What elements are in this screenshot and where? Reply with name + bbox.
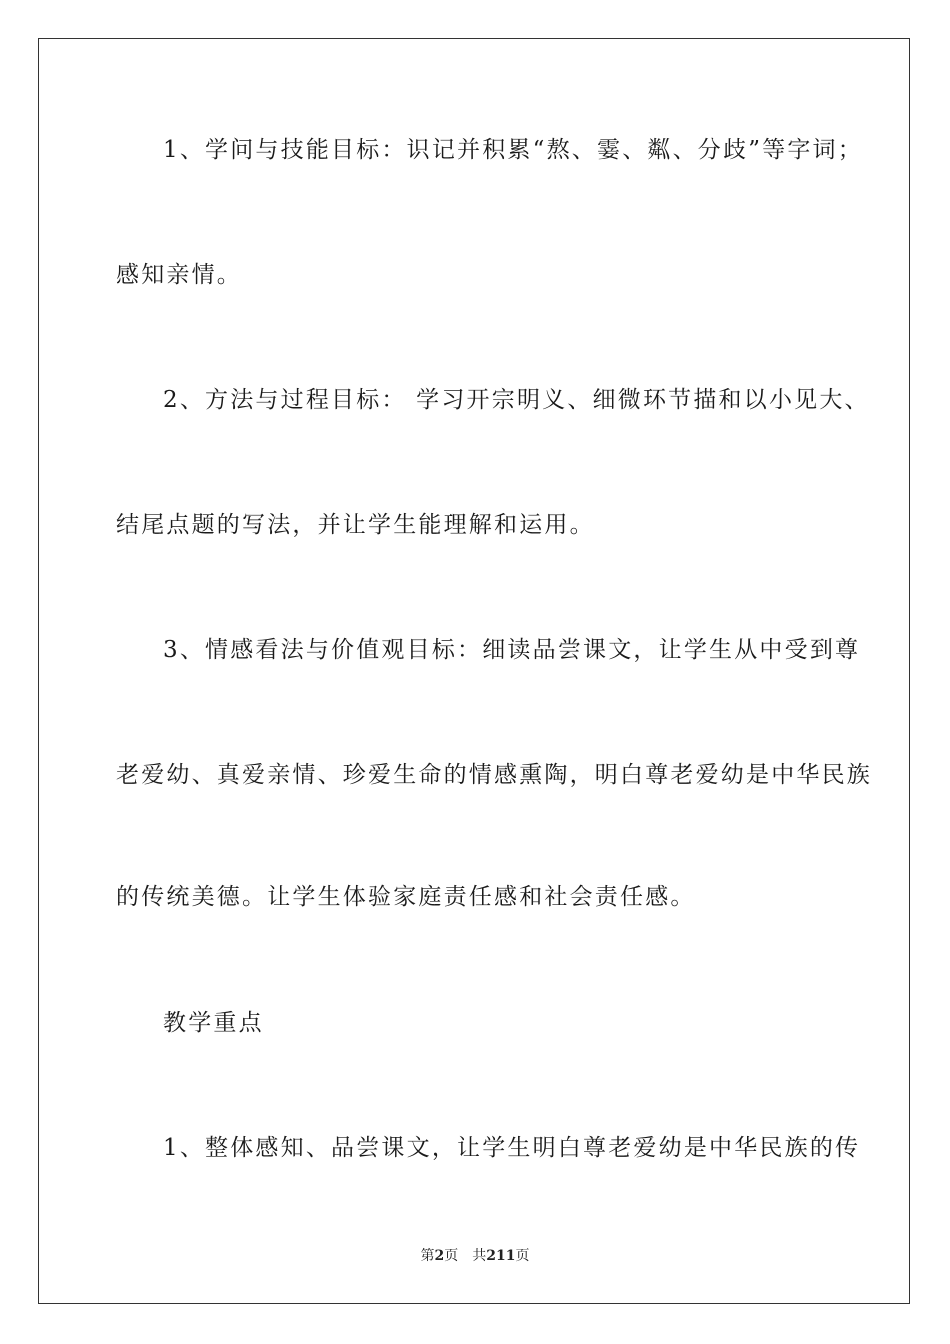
text-line: 感知亲情。: [116, 262, 242, 288]
page-border: [38, 38, 910, 1304]
text-line: 1、学问与技能目标：识记并积累“熬、霎、粼、分歧”等字词；: [163, 137, 863, 163]
page-prefix: 第: [420, 1248, 435, 1264]
total-pages: 211: [486, 1248, 516, 1264]
page-number: 2: [434, 1248, 445, 1264]
total-suffix: 页: [515, 1248, 530, 1264]
page-footer: [0, 1246, 950, 1266]
text-line: 2、方法与过程目标： 学习开宗明义、细微环节描和以小见大、: [163, 387, 870, 413]
section-heading: 教学重点: [163, 1010, 264, 1036]
text-line: 1、整体感知、品尝课文，让学生明白尊老爱幼是中华民族的传: [163, 1135, 861, 1161]
page-suffix: 页: [444, 1248, 459, 1264]
total-prefix: 共: [472, 1248, 487, 1264]
text-line: 的传统美德。让学生体验家庭责任感和社会责任感。: [116, 884, 696, 910]
text-line: 老爱幼、真爱亲情、珍爱生命的情感熏陶，明白尊老爱幼是中华民族: [116, 762, 872, 788]
text-line: 3、情感看法与价值观目标：细读品尝课文，让学生从中受到尊: [163, 637, 861, 663]
text-line: 结尾点题的写法，并让学生能理解和运用。: [116, 512, 595, 538]
